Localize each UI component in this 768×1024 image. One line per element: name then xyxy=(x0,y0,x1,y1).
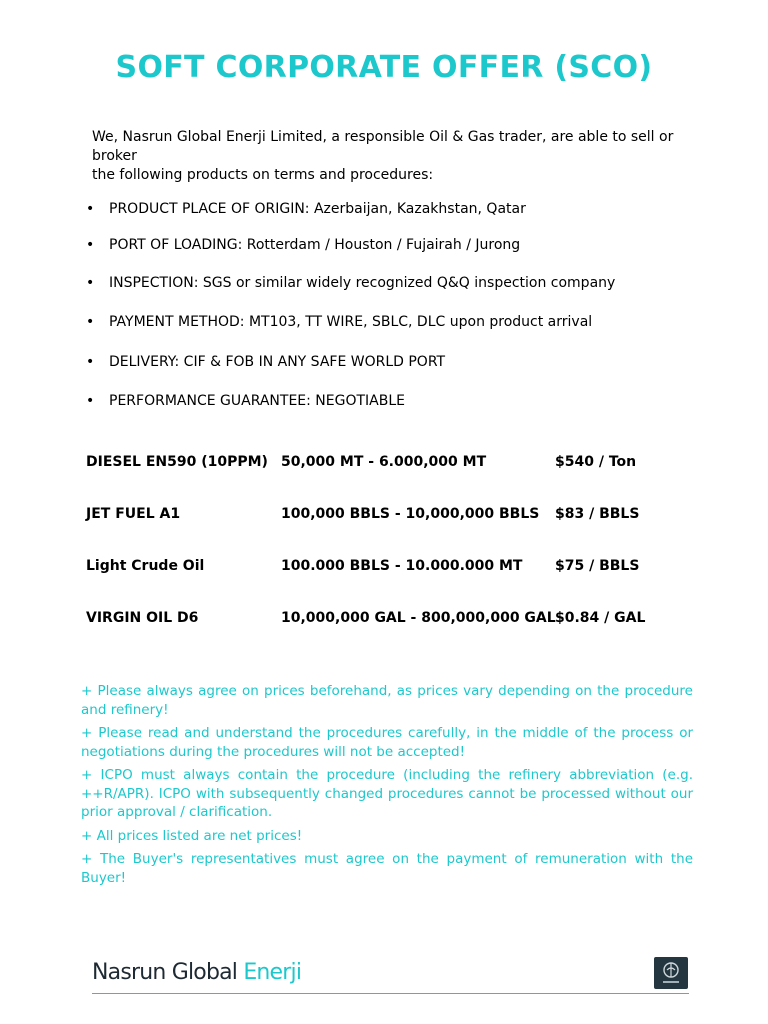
note-item: + Please always agree on prices beforehand, as prices vary depending on the procedure and refinery! xyxy=(81,683,693,718)
bullet-icon: • xyxy=(86,237,95,253)
note-item: + Please read and understand the procedures carefully, in the middle of the process or negotiations during the procedures will not be accepted! xyxy=(81,725,693,760)
intro-line-1: We, Nasrun Global Enerji Limited, a responsible Oil & Gas trader, are able to sell or broker xyxy=(92,129,674,164)
product-price: $75 / BBLS xyxy=(555,558,640,574)
notes-section xyxy=(81,682,693,892)
note-item: + The Buyer's representatives must agree on the payment of remuneration with the Buyer! xyxy=(81,851,693,886)
term-item-inspection xyxy=(86,274,615,292)
note-item: + All prices listed are net prices! xyxy=(81,827,303,844)
product-name: VIRGIN OIL D6 xyxy=(86,610,199,626)
product-quantity: 100.000 BBLS - 10.000.000 MT xyxy=(281,558,523,574)
bullet-icon: • xyxy=(86,201,95,217)
term-item-guarantee xyxy=(86,392,405,410)
bullet-icon: • xyxy=(86,354,95,370)
term-text: DELIVERY: CIF & FOB IN ANY SAFE WORLD PORT xyxy=(109,354,446,370)
term-item-origin xyxy=(86,200,526,218)
term-item-port xyxy=(86,236,520,254)
bullet-icon: • xyxy=(86,393,95,409)
note-item: + ICPO must always contain the procedure (including the refinery abbreviation (e.g. ++R/APR). ICPO with subsequently changed procedures cannot be processed without our prior approval / clarification. xyxy=(81,767,693,820)
product-quantity: 50,000 MT - 6.000,000 MT xyxy=(281,454,487,470)
company-emblem-icon xyxy=(654,957,688,989)
intro-line-2: the following products on terms and procedures: xyxy=(92,167,434,183)
term-text: INSPECTION: SGS or similar widely recognized Q&Q inspection company xyxy=(109,275,616,291)
logo-text-primary: Nasrun Global xyxy=(92,960,244,985)
product-row xyxy=(86,558,726,578)
term-text: PRODUCT PLACE OF ORIGIN: Azerbaijan, Kazakhstan, Qatar xyxy=(109,201,526,217)
emblem-graphic xyxy=(654,957,688,989)
product-price: $540 / Ton xyxy=(555,454,637,470)
term-text: PORT OF LOADING: Rotterdam / Houston / Fujairah / Jurong xyxy=(109,237,521,253)
term-text: PAYMENT METHOD: MT103, TT WIRE, SBLC, DLC upon product arrival xyxy=(109,314,593,330)
company-logo xyxy=(92,960,301,985)
product-row xyxy=(86,506,726,526)
product-name: Light Crude Oil xyxy=(86,558,205,574)
term-item-payment xyxy=(86,313,592,331)
term-item-delivery xyxy=(86,353,445,371)
logo-text-accent: Enerji xyxy=(243,960,302,985)
bullet-icon: • xyxy=(86,275,95,291)
product-row xyxy=(86,454,726,474)
product-name: DIESEL EN590 (10PPM) xyxy=(86,454,268,470)
product-quantity: 10,000,000 GAL - 800,000,000 GAL xyxy=(281,610,556,626)
term-text: PERFORMANCE GUARANTEE: NEGOTIABLE xyxy=(109,393,406,409)
product-price: $83 / BBLS xyxy=(555,506,640,522)
footer-divider xyxy=(92,993,689,994)
intro-paragraph xyxy=(92,128,692,185)
product-row xyxy=(86,610,726,630)
product-price: $0.84 / GAL xyxy=(555,610,646,626)
product-quantity: 100,000 BBLS - 10,000,000 BBLS xyxy=(281,506,540,522)
page-title: SOFT CORPORATE OFFER (SCO) xyxy=(115,50,653,85)
product-name: JET FUEL A1 xyxy=(86,506,181,522)
bullet-icon: • xyxy=(86,314,95,330)
